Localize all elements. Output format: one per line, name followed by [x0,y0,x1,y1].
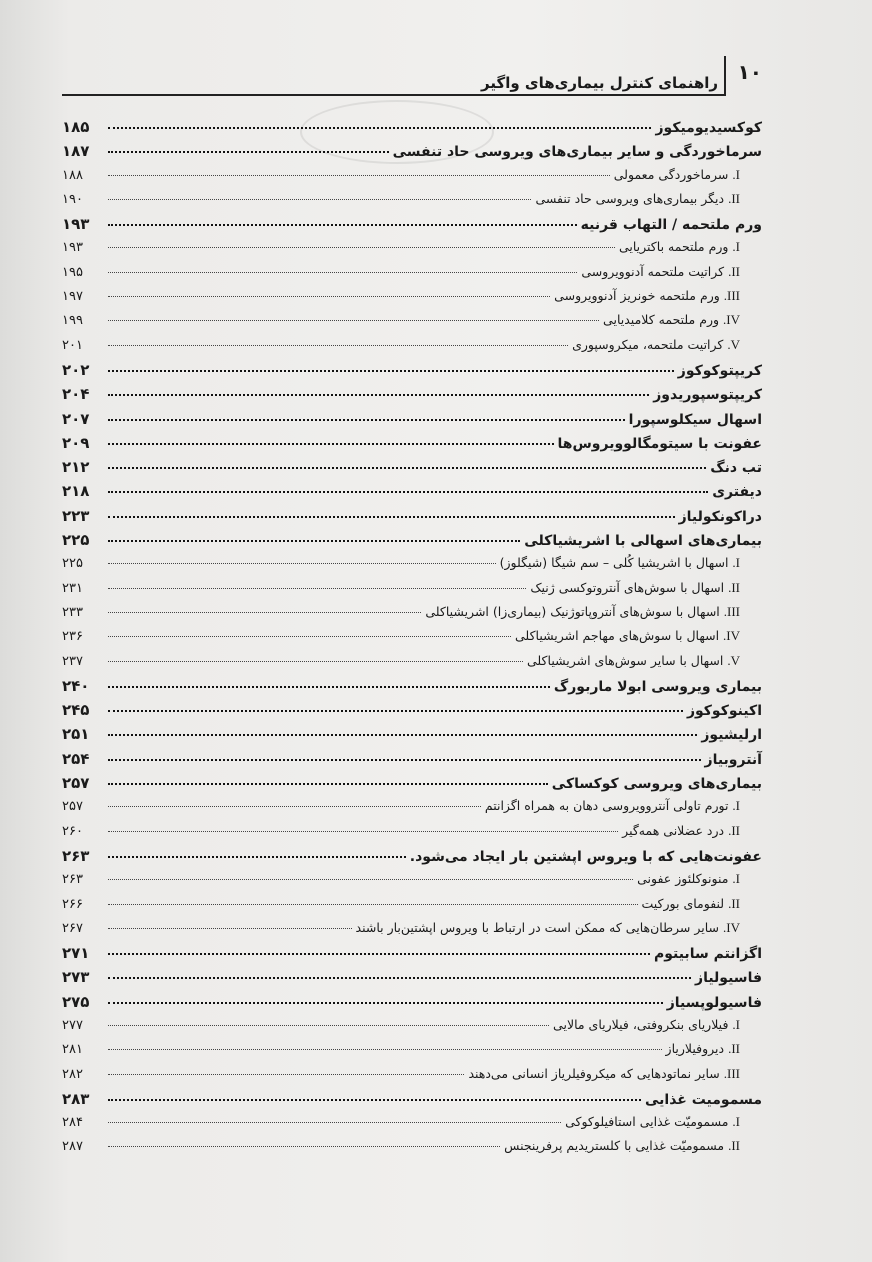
toc-subentry [62,920,762,944]
toc-subentry [62,555,762,579]
toc-title-text: دیروفیلاریاز [665,1041,725,1057]
toc-subentry [62,167,762,191]
toc-subentry [62,191,762,215]
toc-page-number: ۱۹۵ [62,264,83,280]
toc-entry-title [619,239,740,255]
toc-title-text: سایر سرطان‌هایی که ممکن است در ارتباط با ویروس اپشتین‌بار باشند [355,919,720,935]
toc-page-number: ۱۹۹ [62,313,83,329]
toc-title-text: فاسیولوپسیاز [666,994,762,1011]
toc-subentry [62,896,762,920]
toc-entry [62,725,762,749]
dot-leader [108,904,638,905]
toc-entry [62,482,762,506]
toc-page-number: ۲۱۲ [62,458,90,477]
toc-subentry [62,653,762,677]
toc-title-text: ارلیشیوز [701,727,762,744]
toc-page-number: ۲۴۰ [62,676,90,695]
toc-entry-title [524,533,762,549]
toc-entry-title [468,1066,740,1082]
dot-leader [108,856,406,858]
toc-page-number: ۲۷۵ [62,992,90,1011]
table-of-contents [62,118,762,1163]
toc-entry-title [637,871,740,887]
toc-entry [62,434,762,458]
toc-title-text: دراکونکولیاز [678,508,762,525]
dot-leader [108,491,708,493]
toc-title-text: سرماخوردگی معمولی [613,166,729,182]
toc-roman-numeral: II. [728,1041,740,1057]
dot-leader [108,783,548,785]
toc-page-number: ۲۶۳ [62,846,90,865]
toc-page-number: ۱۸۷ [62,142,90,161]
toc-page-number: ۱۹۷ [62,289,83,305]
toc-subentry [62,1114,762,1138]
toc-roman-numeral: I. [732,798,740,814]
toc-entry-title [705,752,762,768]
toc-entry-title [701,727,762,743]
toc-title-text: کراتیت ملتحمه آدنوویروسی [581,263,725,279]
toc-page-number: ۲۸۳ [62,1089,90,1108]
toc-title-text: سرماخوردگی و سایر بیماری‌های ویروسی حاد تنفسی [392,144,762,161]
toc-subentry [62,823,762,847]
toc-title-text: کریپتوسپوریدوز [653,387,762,404]
toc-entry [62,458,762,482]
toc-entry [62,847,762,871]
dot-leader [108,806,481,807]
toc-title-text: کراتیت ملتحمه، میکروسپوری [572,336,724,352]
toc-roman-numeral: I. [732,239,740,255]
toc-title-text: تورم تاولی آنتروویروسی دهان به همراه اگزانتم [484,798,729,814]
dot-leader [108,272,577,273]
toc-page-number: ۲۸۲ [62,1066,83,1082]
toc-entry-title [515,628,740,644]
toc-roman-numeral: II. [728,1138,740,1154]
toc-title-text: لنفومای بورکیت [641,895,725,911]
toc-roman-numeral: I. [732,1114,740,1130]
toc-entry-title [678,363,762,379]
toc-page-number: ۲۲۳ [62,506,90,525]
toc-entry [62,385,762,409]
dot-leader [108,443,554,445]
toc-roman-numeral: V. [727,336,740,352]
toc-title-text: اسهال با سوش‌های آنتروپاتوژنیک (بیماری‌زا) اشریشیاکلی [425,603,720,619]
toc-roman-numeral: I. [732,871,740,887]
toc-page-number: ۲۳۶ [62,629,83,645]
dot-leader [108,636,511,637]
toc-entry-title [530,580,740,596]
toc-entry-title [642,896,741,912]
toc-entry-title [645,1092,762,1108]
toc-entry-title [425,604,740,620]
toc-page-number: ۲۵۷ [62,799,83,815]
header-divider [724,56,726,94]
toc-entry-title [603,312,740,328]
toc-entry-title [622,823,740,839]
toc-title-text: اسهال با اشریشیا کُلی – سم شیگا (شیگلوز) [499,555,729,571]
toc-entry-title [356,920,740,936]
toc-page-number: ۲۳۳ [62,604,83,620]
toc-page-number: ۲۳۷ [62,653,83,669]
toc-roman-numeral: IV. [723,312,740,328]
toc-page-number: ۲۶۶ [62,896,83,912]
dot-leader [108,1002,663,1004]
toc-page-number: ۲۰۲ [62,360,90,379]
toc-page-number: ۱۹۰ [62,191,83,207]
dot-leader [108,588,526,589]
toc-entry-title [679,509,762,525]
toc-entry [62,531,762,555]
toc-roman-numeral: V. [727,652,740,668]
toc-page-number: ۲۵۴ [62,749,90,768]
toc-entry-title [565,1114,740,1130]
toc-subentry [62,580,762,604]
toc-entry-title [558,436,762,452]
toc-roman-numeral: II. [728,579,740,595]
toc-entry [62,968,762,992]
toc-page-number: ۲۸۷ [62,1139,83,1155]
header-rule [62,94,726,96]
dot-leader [108,516,675,518]
toc-page-number: ۲۶۳ [62,872,83,888]
toc-entry [62,215,762,239]
toc-roman-numeral: II. [728,190,740,206]
toc-subentry [62,312,762,336]
toc-title-text: سایر نماتودهایی که میکروفیلریاز انسانی می‌دهند [468,1065,720,1081]
toc-subentry [62,1041,762,1065]
toc-subentry [62,264,762,288]
dot-leader [108,247,615,248]
dot-leader [108,1099,641,1101]
toc-title-text: اگزانتم سابیتوم [653,946,762,963]
toc-entry-title [554,288,740,304]
dot-leader [108,1049,662,1050]
toc-entry-title [535,191,740,207]
dot-leader [108,151,389,153]
toc-page-number: ۱۹۳ [62,240,83,256]
toc-entry-title [655,120,762,136]
toc-title-text: ورم ملتحمه / التهاب قرنیه [580,217,762,234]
toc-entry [62,410,762,434]
toc-roman-numeral: II. [728,822,740,838]
toc-entry [62,944,762,968]
toc-title-text: اسهال سیکلوسپورا [628,411,762,428]
toc-subentry [62,1017,762,1041]
toc-title-text: درد عضلانی همه‌گیر [622,822,725,838]
toc-title-text: اسهال با سایر سوش‌های اشریشیاکلی [527,652,724,668]
toc-subentry [62,288,762,312]
toc-page-number: ۲۸۱ [62,1042,83,1058]
toc-title-text: مسمومیّت غذایی با کلستریدیم پرفرینجنس [504,1138,725,1154]
dot-leader [108,759,701,761]
dot-leader [108,419,625,421]
toc-entry-title [654,946,762,962]
dot-leader [108,661,523,662]
toc-entry-title [712,484,762,500]
dot-leader [108,879,633,880]
toc-title-text: ورم ملتحمه کلامیدیایی [603,312,720,328]
toc-page-number: ۲۰۹ [62,433,90,452]
toc-entry [62,142,762,166]
toc-title-text: بیماری‌های ویروسی کوکساکی [551,776,762,793]
toc-title-text: کریپتوکوکوز [677,362,762,379]
toc-entry-title [393,144,762,160]
toc-entry [62,774,762,798]
toc-entry [62,361,762,385]
page-header [62,50,762,98]
dot-leader [108,612,421,613]
toc-page-number: ۲۶۰ [62,823,83,839]
toc-entry-title [614,167,740,183]
toc-entry-title [667,995,762,1011]
toc-entry-title [695,970,762,986]
toc-entry-title [710,460,762,476]
toc-entry [62,701,762,725]
toc-entry-title [500,555,740,571]
toc-subentry [62,337,762,361]
dot-leader [108,345,568,346]
dot-leader [108,540,520,542]
toc-title-text: تب دنگ [710,460,762,477]
dot-leader [108,224,577,226]
toc-page-number: ۲۲۵ [62,556,83,572]
toc-title-text: مسمومیّت غذایی استافیلوکوکی [565,1114,729,1130]
toc-roman-numeral: I. [732,555,740,571]
toc-title-text: دیگر بیماری‌های ویروسی حاد تنفسی [535,190,725,206]
toc-subentry [62,604,762,628]
toc-page-number: ۲۴۵ [62,701,90,720]
toc-page-number: ۲۷۱ [62,944,90,963]
toc-roman-numeral: IV. [723,919,740,935]
toc-entry-title [653,387,762,403]
toc-subentry [62,239,762,263]
toc-roman-numeral: II. [728,895,740,911]
dot-leader [108,394,649,396]
toc-subentry [62,628,762,652]
toc-title-text: مسمومیت غذایی [644,1091,762,1108]
toc-page-number: ۲۰۱ [62,337,83,353]
toc-roman-numeral: I. [732,1016,740,1032]
toc-entry-title [666,1041,740,1057]
toc-subentry [62,871,762,895]
toc-entry-title [687,703,762,719]
toc-page-number: ۲۱۸ [62,482,90,501]
toc-subentry [62,798,762,822]
toc-title-text: دیفتری [712,484,762,501]
toc-entry [62,507,762,531]
toc-entry-title [572,337,740,353]
toc-page-number: ۲۵۱ [62,725,90,744]
toc-roman-numeral: III. [723,603,740,619]
dot-leader [108,175,610,176]
toc-entry-title [527,653,740,669]
toc-entry-title [504,1138,740,1154]
toc-page-number: ۲۲۵ [62,531,90,550]
toc-entry-title [581,217,762,233]
toc-title-text: اسهال با سوش‌های مهاجم اشریشیاکلی [515,628,720,644]
toc-roman-numeral: III. [723,288,740,304]
toc-roman-numeral: I. [732,166,740,182]
toc-subentry [62,1138,762,1162]
dot-leader [108,199,531,200]
toc-page-number: ۲۷۷ [62,1017,83,1033]
dot-leader [108,563,496,564]
toc-entry-title [410,849,762,865]
toc-title-text: عفونت‌هایی که با ویروس اپشتین بار ایجاد می‌شود. [409,848,762,865]
toc-entry-title [552,776,762,792]
dot-leader [108,953,650,955]
toc-entry-title [554,679,762,695]
toc-title-text: عفونت با سیتومگالوویروس‌ها [557,435,762,452]
toc-title-text: فاسیولیاز [695,970,762,987]
toc-page-number: ۲۳۱ [62,580,83,596]
toc-title-text: ورم ملتحمه خونریز آدنوویروسی [554,288,720,304]
toc-entry [62,993,762,1017]
dot-leader [108,127,651,129]
toc-page-number: ۲۸۴ [62,1115,83,1131]
dot-leader [108,296,550,297]
dot-leader [108,320,599,321]
dot-leader [108,831,618,832]
toc-title-text: بیماری‌های اسهالی با اشریشیاکلی [524,533,762,550]
toc-entry [62,677,762,701]
dot-leader [108,467,706,469]
toc-entry [62,1090,762,1114]
toc-roman-numeral: III. [723,1065,740,1081]
book-title: راهنمای کنترل بیماری‌های واگیر [481,74,718,92]
toc-title-text: فیلاریای بنکروفتی، فیلاریای مالایی [553,1016,729,1032]
toc-title-text: بیماری ویروسی ابولا ماربورگ [553,678,762,695]
toc-entry-title [485,798,740,814]
dot-leader [108,977,691,979]
dot-leader [108,1122,561,1123]
toc-page-number: ۲۰۴ [62,385,90,404]
toc-title-text: اکینوکوکوز [686,703,762,720]
toc-entry [62,750,762,774]
toc-entry-title [629,412,762,428]
dot-leader [108,1146,500,1147]
toc-entry-title [581,264,740,280]
toc-page-number: ۱۸۵ [62,118,90,136]
dot-leader [108,686,550,688]
toc-subentry [62,1066,762,1090]
toc-title-text: ورم ملتحمه باکتریایی [618,239,729,255]
page-number: ۱۰ [737,60,762,84]
toc-roman-numeral: IV. [723,628,740,644]
toc-roman-numeral: II. [728,263,740,279]
dot-leader [108,1074,464,1075]
toc-title-text: کوکسیدیومیکوز [655,120,762,136]
toc-entry-title [553,1017,740,1033]
toc-entry [62,118,762,142]
toc-page-number: ۲۷۳ [62,968,90,987]
toc-page-number: ۲۶۷ [62,920,83,936]
toc-page-number: ۱۸۸ [62,167,83,183]
dot-leader [108,1025,549,1026]
toc-page-number: ۱۹۳ [62,215,90,234]
toc-title-text: اسهال با سوش‌های آنتروتوکسی ژنیک [530,579,725,595]
dot-leader [108,370,674,372]
toc-title-text: آنتروبیاز [704,751,762,768]
toc-page-number: ۲۰۷ [62,409,90,428]
toc-title-text: منونوکلئوز عفونی [637,871,729,887]
toc-page-number: ۲۵۷ [62,774,90,793]
dot-leader [108,710,683,712]
dot-leader [108,734,697,736]
dot-leader [108,928,352,929]
